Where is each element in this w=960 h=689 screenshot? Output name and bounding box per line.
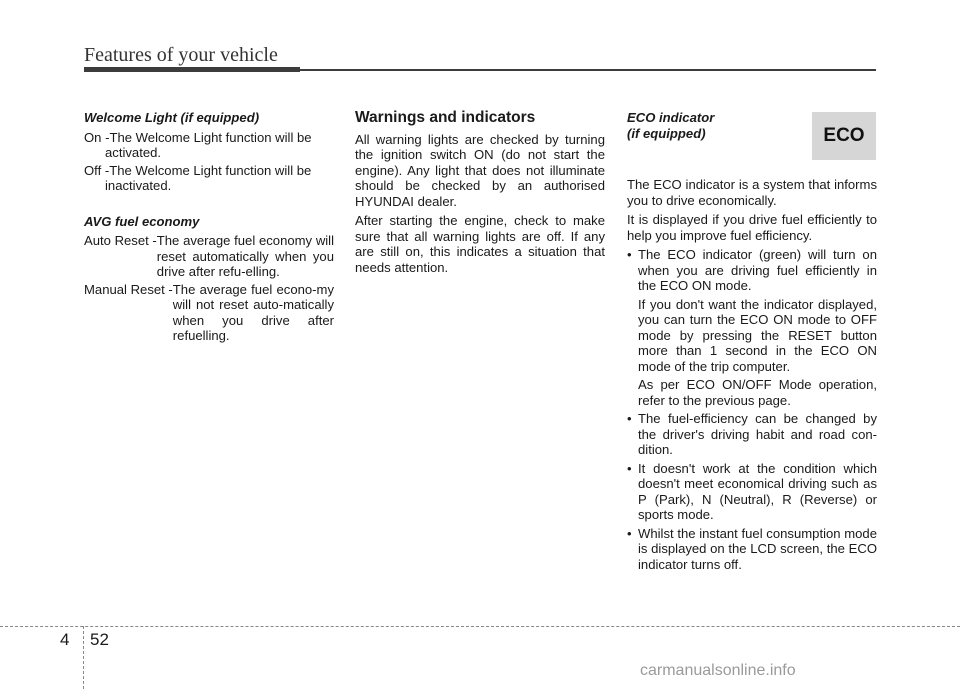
eco-bullet-subtext: If you don't want the indicator displayed, you can turn the ECO ON mode to OFF mode by pressing the RESET button more than 1 second in the ECO ON mode of the trip computer.: [638, 296, 877, 374]
eco-bullet-item: [627, 247, 877, 408]
welcome-light-list: [84, 130, 334, 194]
eco-bullet-item: [627, 461, 877, 523]
warnings-paragraph-2: After starting the engine, check to make sure that all warning lights are off. If any are still on, this indicates a situation that needs attention.: [355, 213, 605, 275]
auto-reset-item: [84, 233, 334, 280]
eco-bullet-text: It doesn't work at the condition which doesn't meet economical driving such as P (Park), N (Neutral), R (Reverse) or sports mode.: [638, 460, 877, 522]
footer-divider: [83, 626, 84, 689]
warnings-heading: Warnings and indicators: [355, 109, 536, 126]
column-middle: [355, 110, 605, 279]
welcome-on-item: [84, 130, 334, 161]
header-title: Features of your vehicle: [84, 44, 278, 66]
welcome-off-item: [84, 163, 334, 194]
welcome-on-first: The Welcome Light function will be: [109, 129, 312, 145]
eco-title-line2: (if equipped): [627, 125, 706, 141]
bullet-marker: •: [627, 411, 632, 426]
chapter-number: 4: [60, 630, 70, 649]
header-rule-thick: [84, 67, 300, 72]
watermark-text: carmanualsonline.info: [640, 662, 796, 679]
eco-bullet-text: Whilst the instant fuel consumption mode is displayed on the LCD screen, the ECO indicator turns off.: [638, 525, 877, 572]
bullet-marker: •: [627, 247, 632, 262]
eco-bullet-list: [627, 247, 877, 572]
avg-fuel-list: [84, 233, 334, 344]
eco-bullet-text: The ECO indicator (green) will turn on when you are driving fuel efficiently in the ECO ON mode.: [638, 247, 877, 293]
warnings-paragraph-1: All warning lights are checked by turning the ignition switch ON (do not start the engine). Any light that does not illuminate should be checked by an authorised HYUNDAI dealer.: [355, 131, 605, 209]
welcome-off-term: Off -: [84, 162, 110, 178]
eco-paragraph-1: The ECO indicator is a system that informs you to drive economically.: [627, 177, 877, 208]
auto-reset-term: Auto Reset -: [84, 233, 157, 248]
eco-paragraph-2: It is displayed if you drive fuel efficiently to help you improve fuel efficiency.: [627, 212, 877, 243]
auto-reset-text: The average fuel economy will reset automatically when you drive after refu-elling.: [156, 233, 334, 279]
welcome-light-title: Welcome Light (if equipped): [84, 110, 260, 125]
manual-reset-item: [84, 282, 334, 344]
page-number: 52: [90, 630, 109, 649]
avg-fuel-title: AVG fuel economy: [84, 213, 200, 229]
welcome-off-rest: inactivated.: [105, 178, 172, 193]
bullet-marker: •: [627, 525, 632, 541]
manual-reset-term: Manual Reset -: [84, 281, 173, 297]
eco-title-line1: ECO indicator: [627, 110, 715, 125]
eco-bullet-text: The fuel-efficiency can be changed by the driver's driving habit and road con-dition.: [638, 411, 877, 457]
eco-bullet-item: [627, 526, 877, 573]
bullet-marker: •: [627, 460, 632, 476]
welcome-off-first: The Welcome Light function will be: [109, 162, 312, 178]
column-right: [627, 110, 877, 575]
header-rule-thin: [300, 69, 876, 71]
column-left: [84, 110, 334, 358]
eco-bullet-item: [627, 411, 877, 458]
eco-bullet-subtext: As per ECO ON/OFF Mode operation, refer to the previous page.: [638, 377, 877, 408]
welcome-on-term: On -: [84, 129, 110, 145]
welcome-on-rest: activated.: [105, 145, 162, 160]
eco-indicator-badge: ECO: [812, 112, 876, 160]
footer-rule: [0, 626, 960, 627]
manual-reset-text: The average fuel econo-my will not reset auto-matically when you drive after refuelling.: [172, 281, 334, 343]
